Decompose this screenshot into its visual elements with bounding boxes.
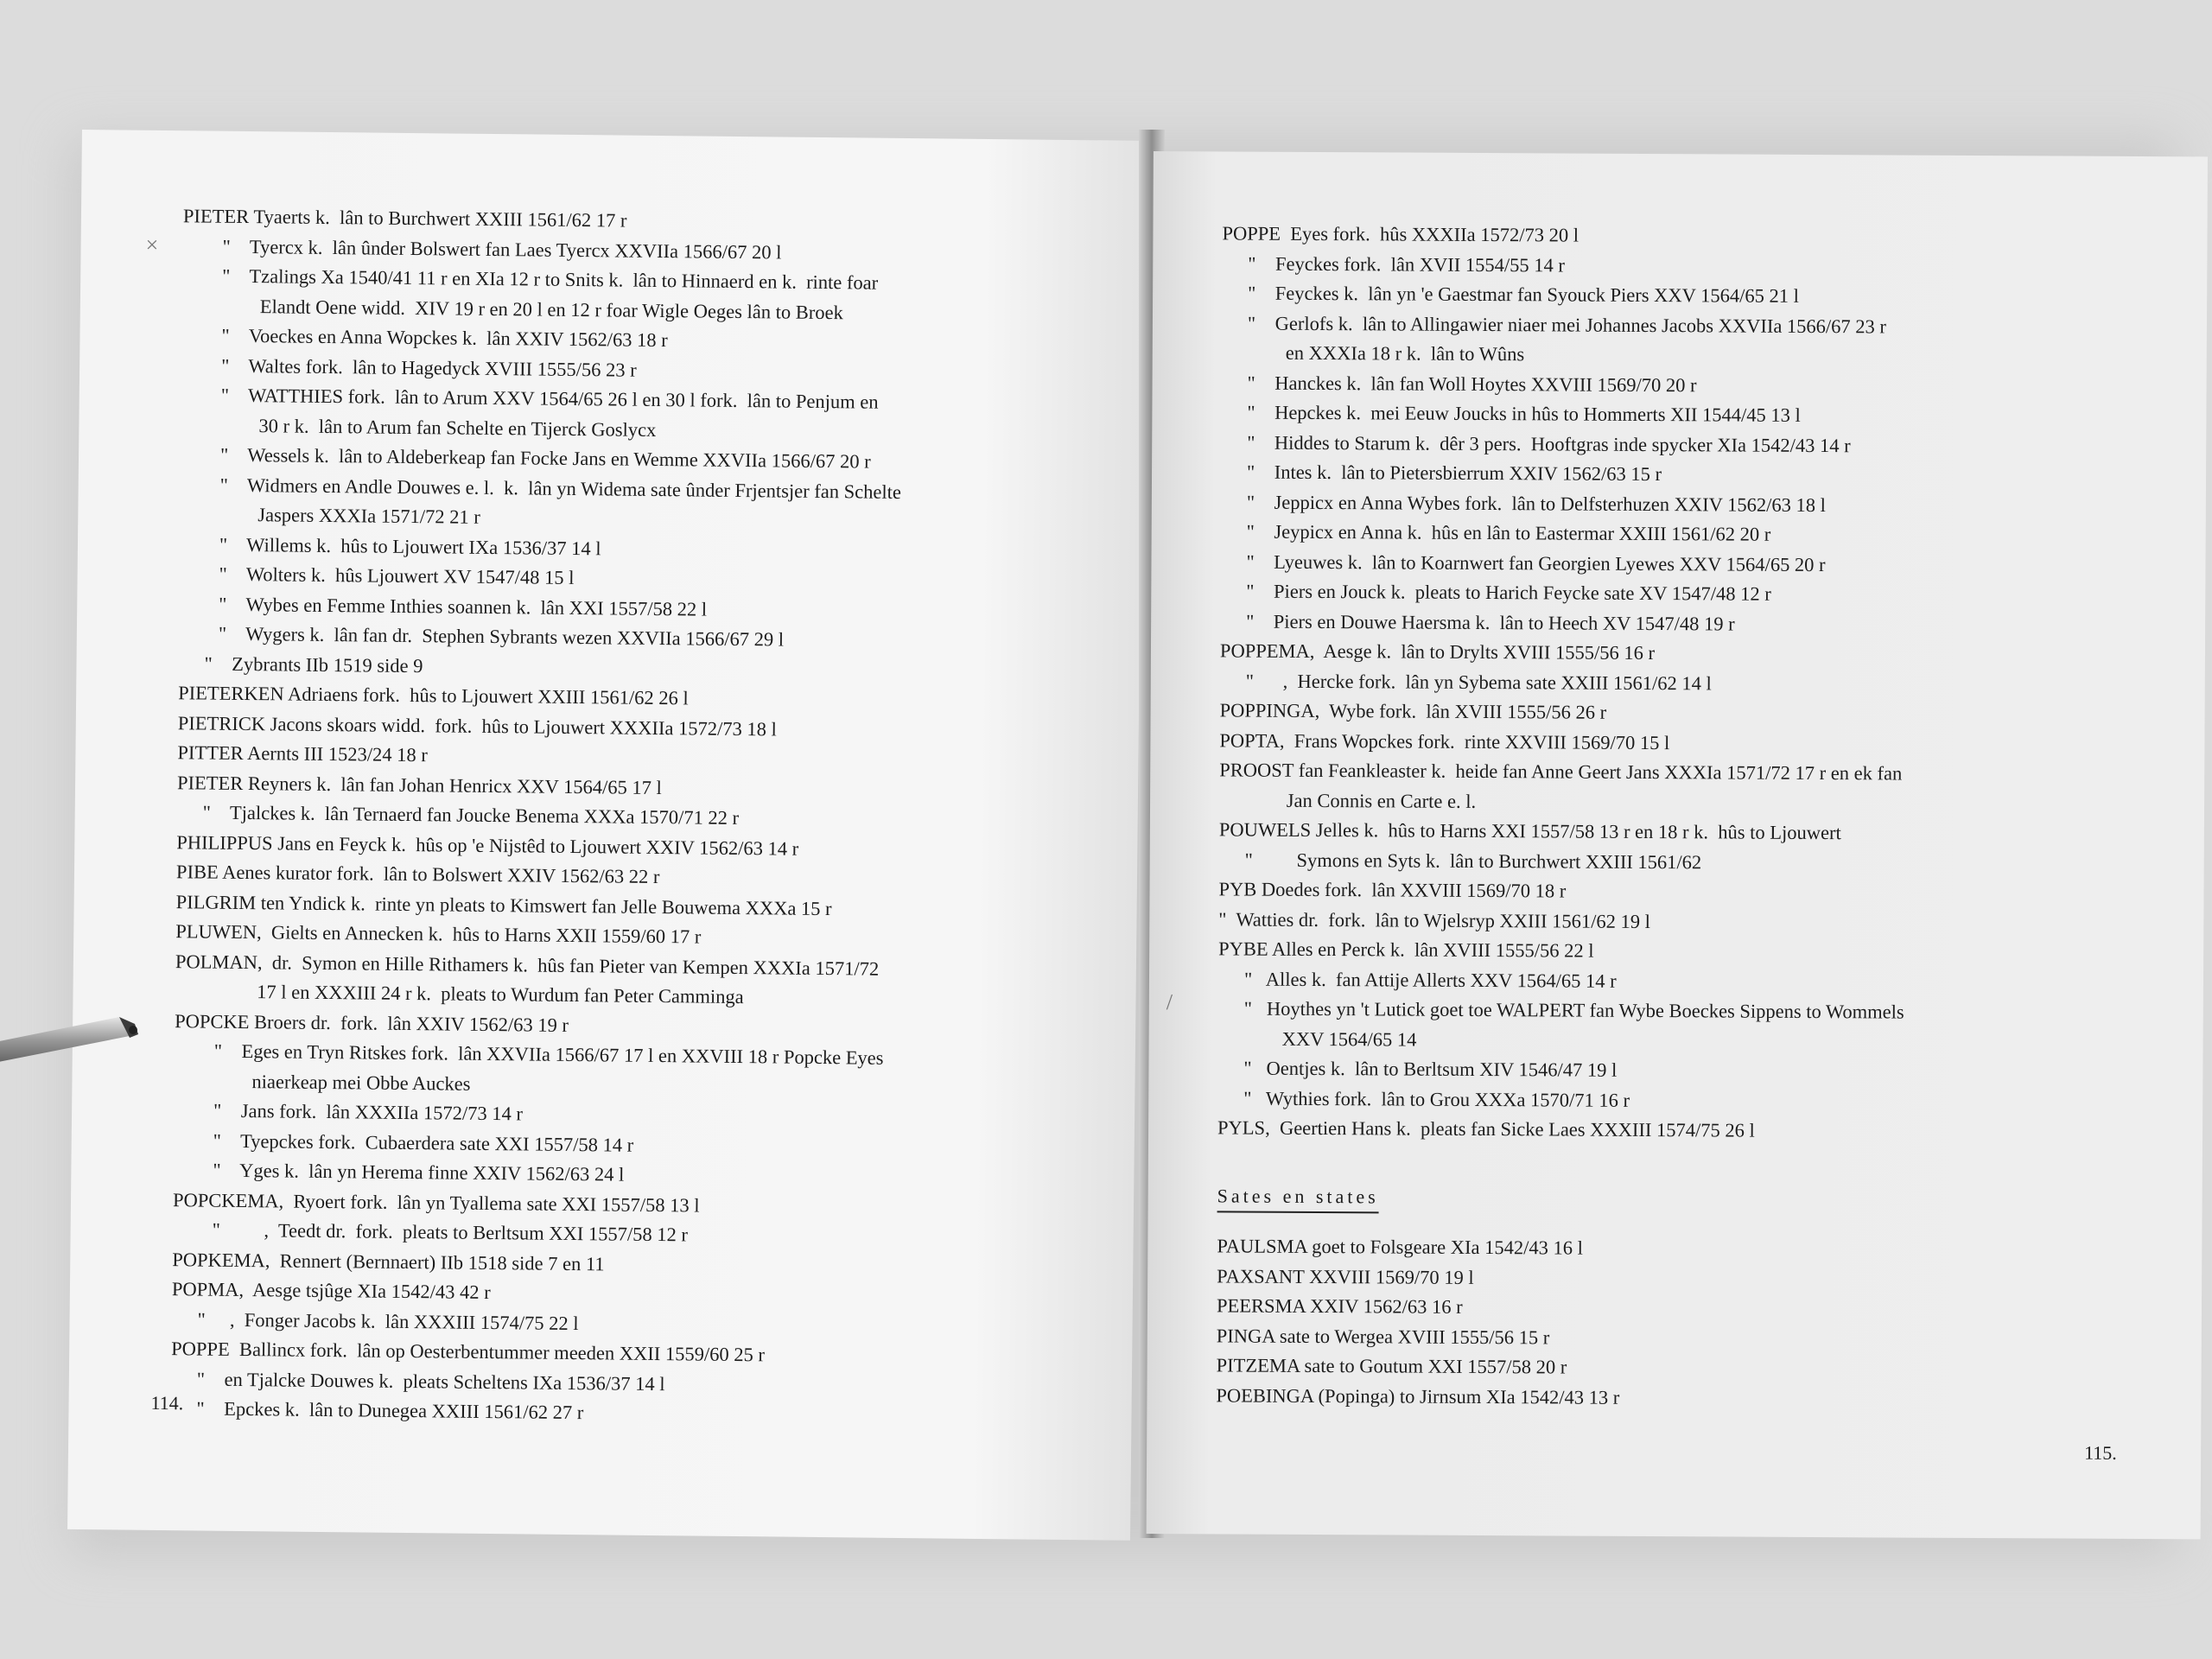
index-entry (1220, 636, 2179, 671)
index-entry (1222, 249, 2181, 283)
index-entry (1221, 517, 2180, 551)
index-entry (1216, 1381, 2175, 1415)
entry-continuation: 30 r k. lân to Arum fan Schelte en Tijerck Goslycx (258, 414, 657, 441)
entry-text: POPKEMA, Rennert (Bernnaert) IIb 1518 side 7 en 11 (172, 1248, 605, 1274)
entry-text: PLUWEN, Gielts en Annecken k. hûs to Harns XXII 1559/60 17 r (175, 920, 702, 948)
entry-text: " en Tjalcke Douwes k. pleats Scheltens IXa 1536/37 14 l (196, 1367, 665, 1395)
index-entry (1222, 308, 2181, 373)
index-entry (1222, 278, 2181, 313)
entry-text: POEBINGA (Popinga) to Jirnsum XIa 1542/43 13 r (1216, 1383, 1620, 1408)
index-entry (1219, 726, 2178, 760)
entry-text: POUWELS Jelles k. hûs to Harns XXI 1557/58 13 r en 18 r k. hûs to Ljouwert (1218, 818, 1841, 844)
entry-text: PITZEMA sate to Goutum XXI 1557/58 20 r (1216, 1354, 1567, 1378)
entry-text: PYBE Alles en Perck k. lân XVIII 1555/56 22 l (1218, 938, 1594, 962)
index-entry (1217, 1113, 2177, 1147)
index-entry (1217, 1053, 2177, 1088)
index-entry (1217, 1351, 2176, 1385)
entry-text: " , Teedt dr. fork. pleats to Berltsum XXI 1557/58 12 r (212, 1218, 689, 1246)
index-entry (1220, 696, 2179, 730)
entry-text: POPCKE Broers dr. fork. lân XXIV 1562/63 19 r (175, 1009, 569, 1036)
entry-text: " Yges k. lân yn Herema finne XXIV 1562/63 24 l (213, 1159, 625, 1185)
index-entry (1217, 1291, 2176, 1325)
entry-text: " Alles k. fan Attije Allerts XXV 1564/65 14 r (1243, 968, 1617, 992)
entry-text: PROOST fan Feankleaster k. heide fan Anne Geert Jans XXXIa 1571/72 17 r en ek fan (1219, 759, 1903, 785)
entry-text: " Wybes en Femme Inthies soannen k. lân XXI 1557/58 22 l (219, 593, 708, 620)
entry-text: " , Fonger Jacobs k. lân XXXIII 1574/75 22 l (197, 1307, 579, 1334)
index-entry (1218, 964, 2177, 999)
index-entry (1220, 547, 2179, 582)
index-entry (1217, 1321, 2176, 1356)
entry-text: POPPE Eyes fork. hûs XXXIIa 1572/73 20 l (1222, 222, 1580, 246)
entry-text: " Epckes k. lân to Dunegea XXIII 1561/62 27 r (196, 1397, 584, 1424)
index-entry (1217, 1231, 2176, 1266)
entry-text: " Intes k. lân to Pietersbierrum XXIV 1562/63 15 r (1246, 461, 1662, 486)
entry-text: " Feyckes fork. lân XVII 1554/55 14 r (1248, 252, 1566, 276)
entry-text: " Widmers en Andle Douwes e. l. k. lân yn Widema sate ûnder Frjentsjer fan Schelte (219, 474, 902, 503)
entry-text: " Hoythes yn 't Lutick goet toe WALPERT fan Wybe Boeckes Sippens to Wommels (1243, 997, 1904, 1023)
entry-text: POPTA, Frans Wopckes fork. rinte XXVIII 1569/70 15 l (1219, 728, 1670, 753)
right-page (1147, 151, 2208, 1539)
index-entry (1222, 219, 2181, 253)
index-entry (1220, 607, 2179, 641)
left-page-entries (170, 201, 1125, 1433)
index-entry (1217, 1262, 2176, 1296)
entry-continuation: niaerkeap mei Obbe Auckes (251, 1070, 471, 1095)
entry-text: PIETERKEN Adriaens fork. hûs to Ljouwert XXIII 1561/62 26 l (178, 682, 689, 709)
entry-continuation: 17 l en XXXIII 24 r k. pleats to Wurdum fan Peter Camminga (213, 980, 744, 1008)
entry-text: " Jans fork. lân XXXIIa 1572/73 14 r (213, 1099, 524, 1125)
entry-text: PHILIPPUS Jans en Feyck k. hûs op 'e Nijstêd to Ljouwert XXIV 1562/63 14 r (176, 830, 799, 860)
entry-text: POPPE Ballincx fork. lân op Oesterbentummer meeden XXII 1559/60 25 r (171, 1338, 766, 1366)
entry-text: " Tjalckes k. lân Ternaerd fan Joucke Benema XXXa 1570/71 22 r (202, 801, 740, 830)
left-page (67, 130, 1145, 1541)
index-entry (1219, 755, 2178, 820)
entry-text: " Watties dr. fork. lân to Wjelsryp XXIII 1561/62 19 l (1218, 907, 1651, 932)
index-entry (1218, 905, 2177, 939)
entry-text: " Tyepckes fork. Cubaerdera sate XXI 1557/58 14 r (213, 1129, 634, 1156)
entry-text: POLMAN, dr. Symon en Hille Rithamers k. hûs fan Pieter van Kempen XXXIa 1571/72 (175, 950, 880, 980)
entry-text: " Waltes fork. lân to Hagedyck XVIII 1555/56 23 r (221, 354, 637, 381)
index-entry (175, 947, 1117, 1016)
entry-text: POPPINGA, Wybe fork. lân XVIII 1555/56 26 r (1219, 699, 1607, 723)
entry-text: " Hanckes k. lân fan Woll Hoytes XXVIII 1569/70 20 r (1247, 372, 1697, 396)
entry-text: " Tzalings Xa 1540/41 11 r en XIa 12 r to Snits k. lân to Hinnaerd en k. rinte foar (222, 264, 879, 294)
entry-text: PAXSANT XXVIII 1569/70 19 l (1217, 1264, 1474, 1288)
index-entry (1219, 845, 2178, 880)
entry-text: " Wythies fork. lân to Grou XXXa 1570/71 16 r (1243, 1087, 1630, 1111)
entry-text: POPMA, Aesge tsjûge XIa 1542/43 42 r (171, 1278, 491, 1304)
entry-continuation: Jan Connis en Carte e. l. (1257, 789, 1477, 812)
entry-continuation: Jaspers XXXIa 1571/72 21 r (257, 504, 480, 528)
entry-text: PIETRICK Jacons skoars widd. fork. hûs to Ljouwert XXXIIa 1572/73 18 l (177, 711, 777, 740)
entry-text: " Wygers k. lân fan dr. Stephen Sybrants wezen XXVIIa 1566/67 29 l (218, 622, 785, 651)
index-entry (1218, 874, 2177, 909)
entry-text: " , Hercke fork. lân yn Sybema sate XXIII 1561/62 14 l (1245, 670, 1712, 694)
index-entry (174, 1036, 1116, 1105)
entry-text: " Eges en Tryn Ritskes fork. lân XXVIIa 1566/67 17 l en XXVIII 18 r Popcke Eyes (213, 1039, 884, 1069)
entry-text: " Hiddes to Starum k. dêr 3 pers. Hooftgras inde spycker XIa 1542/43 14 r (1247, 431, 1851, 456)
page-number-left: 114. (150, 1391, 184, 1414)
index-entry (1217, 1084, 2177, 1118)
entry-text: " Zybrants IIb 1519 side 9 (204, 652, 423, 677)
entry-text: " Tyercx k. lân ûnder Bolswert fan Laes Tyercx XXVIIa 1566/67 20 l (222, 235, 782, 263)
index-entry (182, 261, 1125, 330)
entry-text: " Gerlofs k. lân to Allingawier niaer mei Johannes Jacobs XXVIIa 1566/67 23 r (1247, 312, 1887, 337)
pencil-mark: / (1166, 989, 1173, 1015)
entry-text: " Wolters k. hûs Ljouwert XV 1547/48 15 l (219, 563, 575, 588)
sates-en-states-entries (1216, 1231, 2176, 1415)
entry-text: POPPEMA, Aesge k. lân to Drylts XVIII 1555/56 16 r (1219, 639, 1656, 664)
entry-text: PINGA sate to Wergea XVIII 1555/56 15 r (1216, 1324, 1550, 1348)
index-entry (180, 470, 1122, 539)
entry-text: " Jeppicx en Anna Wybes fork. lân to Delfsterhuzen XXIV 1562/63 18 l (1246, 491, 1826, 516)
entry-text: PAULSMA goet to Folsgeare XIa 1542/43 16 l (1217, 1235, 1583, 1259)
entry-text: PYB Doedes fork. lân XXVIII 1569/70 18 r (1218, 878, 1567, 902)
index-entry (1220, 576, 2179, 611)
index-entry (1221, 428, 2180, 462)
entry-text: " Jeypicx en Anna k. hûs en lân to Eastermar XXIII 1561/62 20 r (1246, 520, 1771, 545)
entry-text: " Voeckes en Anna Wopckes k. lân XXIV 1562/63 18 r (221, 324, 668, 352)
entry-continuation: XXV 1564/65 14 (1281, 1027, 1417, 1051)
pen-icon (0, 1015, 147, 1067)
entry-text: " Wessels k. lân to Aldeberkeap fan Focke Jans en Wemme XXVIIa 1566/67 20 r (219, 443, 871, 473)
entry-text: " Piers en Jouck k. pleats to Harich Feycke sate XV 1547/48 12 r (1246, 580, 1771, 605)
pencil-mark: × (145, 232, 159, 257)
entry-continuation: Elandt Oene widd. XIV 19 r en 20 l en 12 r foar Wigle Oeges lân to Broek (259, 295, 843, 323)
index-entry (1222, 368, 2181, 403)
entry-text: PIETER Tyaerts k. lân to Burchwert XXIII 1561/62 17 r (182, 205, 627, 232)
entry-text: PYLS, Geertien Hans k. pleats fan Sicke Laes XXXIII 1574/75 26 l (1217, 1116, 1755, 1141)
index-entry (1221, 397, 2180, 432)
entry-text: " WATTHIES fork. lân to Arum XXV 1564/65 26 l en 30 l fork. lân to Penjum en (220, 384, 879, 413)
entry-text: PIBE Aenes kurator fork. lân to Bolswert XXIV 1562/63 22 r (175, 861, 660, 888)
index-entry (1218, 994, 2177, 1058)
entry-text: PILGRIM ten Yndick k. rinte yn pleats to Kimswert fan Jelle Bouwema XXXa 15 r (175, 890, 832, 919)
entry-text: PEERSMA XXIV 1562/63 16 r (1216, 1294, 1463, 1318)
entry-text: " Willems k. hûs to Ljouwert IXa 1536/37 14 l (219, 533, 601, 559)
entry-text: " Feyckes k. lân yn 'e Gaestmar fan Syouck Piers XXV 1564/65 21 l (1248, 282, 1799, 307)
index-entry (1221, 487, 2180, 522)
entry-text: PITTER Aernts III 1523/24 18 r (177, 741, 428, 766)
entry-text: PIETER Reyners k. lân fan Johan Henricx XXV 1564/65 17 l (176, 771, 662, 798)
index-entry (1220, 666, 2179, 701)
index-entry (1218, 934, 2177, 969)
entry-text: " Piers en Douwe Haersma k. lân to Heech XV 1547/48 19 r (1246, 610, 1735, 635)
entry-text: " Hepckes k. mei Eeuw Joucks in hûs to Hommerts XII 1544/45 13 l (1247, 401, 1801, 426)
page-number-right: 115. (2084, 1441, 2117, 1464)
index-entry (1221, 457, 2180, 492)
section-heading: Sates en states (1217, 1185, 1379, 1213)
index-entry (181, 380, 1123, 449)
entry-text: POPCKEMA, Ryoert fork. lân yn Tyallema sate XXI 1557/58 13 l (172, 1188, 700, 1217)
entry-text: " Oentjes k. lân to Berltsum XIV 1546/47 19 l (1243, 1057, 1618, 1081)
entry-text: " Symons en Syts k. lân to Burchwert XXIII 1561/62 (1244, 849, 1702, 873)
index-entry (1219, 815, 2178, 849)
entry-continuation: en XXXIa 18 r k. lân to Wûns (1285, 341, 1525, 365)
right-page-entries (1217, 219, 2182, 1147)
entry-text: " Lyeuwes k. lân to Koarnwert fan Georgien Lyewes XXV 1564/65 20 r (1246, 550, 1826, 575)
